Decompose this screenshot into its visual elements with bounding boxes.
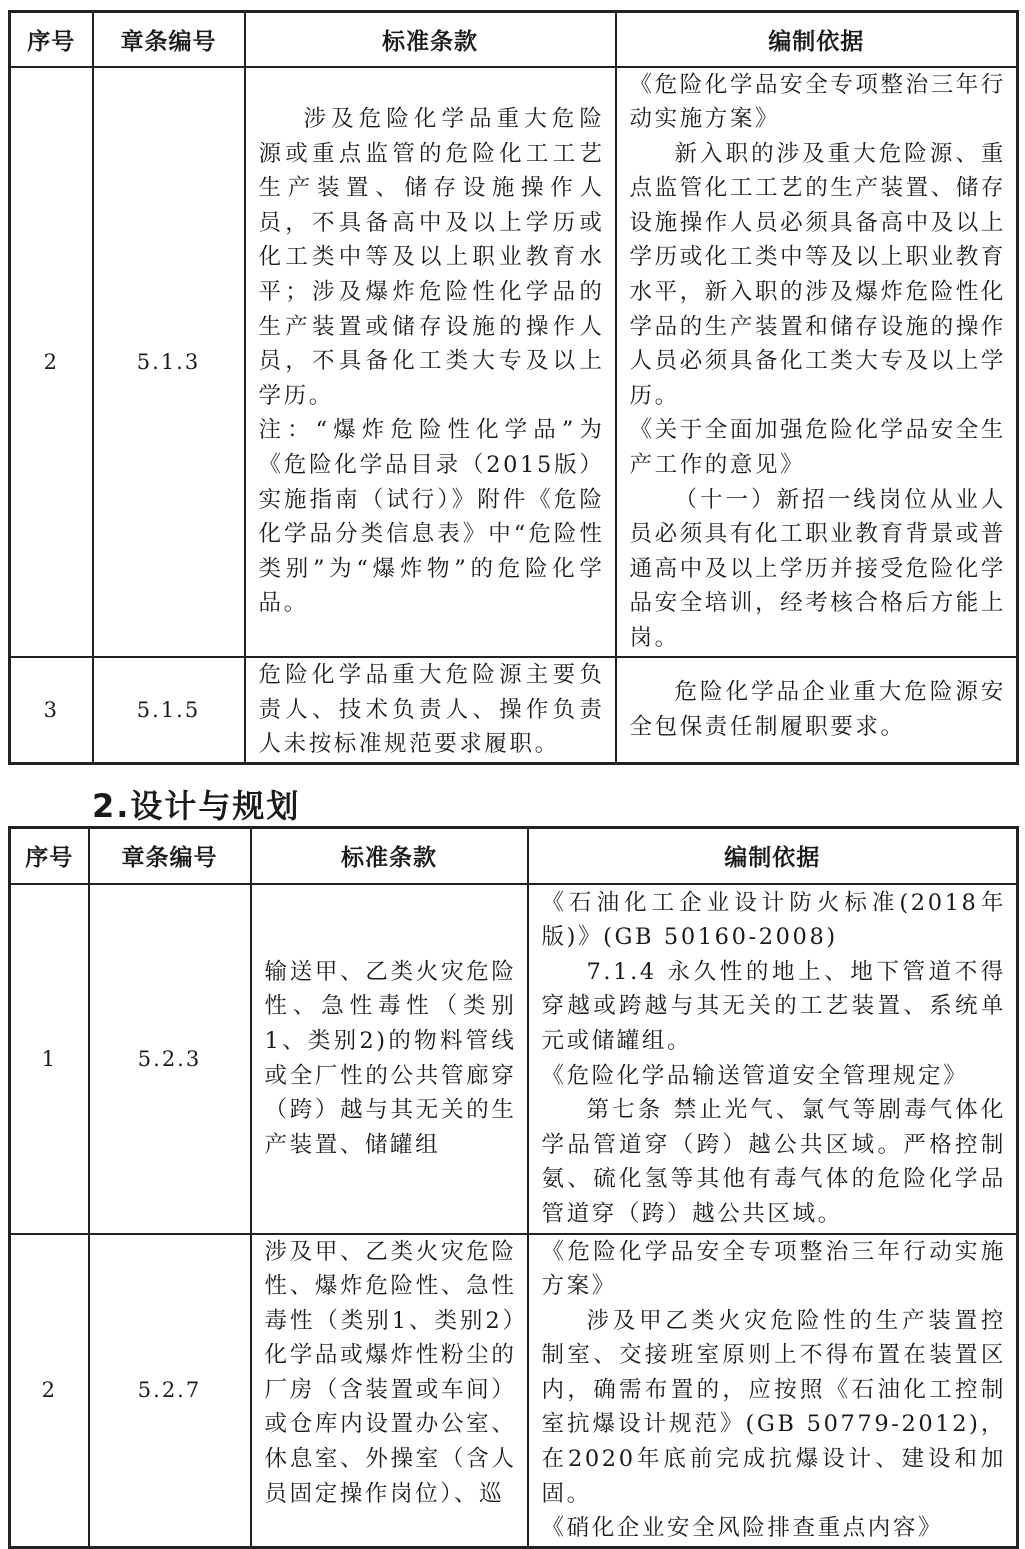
basis-text: 涉及甲乙类火灾危险性的生产装置控制室、交接班室原则上不得布置在装置区内，确需布置的，应按照《石油化工控制室抗爆设计规范》(GB 50779-2012)，在2020年底前完成抗爆设计、建设和加固。	[541, 1307, 1006, 1507]
header-serial: 序号	[10, 12, 93, 67]
clause-text: 输送甲、乙类火灾危险性、急性毒性（类别1、类别2)的物料管线或全厂性的公共管廊穿（跨）越与其无关的生产装置、储罐组	[264, 958, 517, 1158]
section-heading: 2.设计与规划	[92, 787, 301, 825]
row-clause-number: 5.2.7	[89, 1234, 251, 1548]
basis-source-title: 《关于全面加强危险化学品安全生产工作的意见》	[629, 417, 1007, 479]
table-row	[10, 884, 1018, 1234]
basis-source-title: 《硝化企业安全风险排查重点内容》	[541, 1515, 944, 1542]
header-clause-number: 章条编号	[89, 828, 251, 884]
row-basis	[528, 1234, 1018, 1548]
row-serial: 2	[10, 1234, 89, 1548]
row-serial: 1	[10, 884, 89, 1234]
clause-note: 注：“爆炸危险性化学品”为《危险化学品目录（2015版）实施指南（试行）》附件《危险化学品分类信息表》中“危险性类别”为“爆炸物”的危险化学品。	[258, 417, 605, 617]
row-serial: 3	[10, 657, 93, 764]
standards-table-1	[8, 10, 1019, 765]
basis-source-title: 《石油化工企业设计防火标准(2018年版)》(GB 50160-2008)	[541, 889, 1006, 951]
clause-text: 危险化学品重大危险源主要负责人、技术负责人、操作负责人未按标准规范要求履职。	[258, 661, 605, 758]
row-standard-clause	[251, 884, 528, 1234]
row-basis	[616, 657, 1018, 764]
row-clause-number: 5.1.5	[93, 657, 245, 764]
row-standard-clause	[245, 657, 616, 764]
basis-source-title: 《危险化学品输送管道安全管理规定》	[541, 1062, 969, 1089]
header-basis: 编制依据	[528, 828, 1018, 884]
header-standard-clause: 标准条款	[251, 828, 528, 884]
table-row	[10, 657, 1018, 764]
row-standard-clause	[251, 1234, 528, 1548]
basis-source-title: 《危险化学品安全专项整治三年行动实施方案》	[629, 71, 1007, 133]
row-clause-number: 5.2.3	[89, 884, 251, 1234]
basis-text: 新入职的涉及重大危险源、重点监管化工工艺的生产装置、储存设施操作人员必须具备高中及以上学历或化工类中等及以上职业教育水平，新入职的涉及爆炸危险性化学品的生产装置和储存设施的操作人员必须具备化工类大专及以上学历。	[629, 140, 1007, 409]
row-basis	[528, 884, 1018, 1234]
basis-text: 危险化学品企业重大危险源安全包保责任制履职要求。	[629, 679, 1006, 740]
table-row	[10, 67, 1018, 657]
header-serial: 序号	[10, 828, 89, 884]
table-row	[10, 1234, 1018, 1548]
basis-text: 第七条 禁止光气、氯气等剧毒气体化学品管道穿（跨）越公共区域。严格控制氨、硫化氢等其他有毒气体的危险化学品管道穿（跨）越公共区域。	[541, 1097, 1006, 1227]
header-clause-number: 章条编号	[93, 12, 245, 67]
table-header-row	[10, 828, 1018, 884]
standards-table-2	[8, 826, 1019, 1549]
clause-text: 涉及甲、乙类火灾危险性、爆炸危险性、急性毒性（类别1、类别2）化学品或爆炸性粉尘的厂房（含装置或车间）或仓库内设置办公室、休息室、外操室（含人员固定操作岗位）、巡	[264, 1238, 517, 1507]
basis-text: 7.1.4 永久性的地上、地下管道不得穿越或跨越与其无关的工艺装置、系统单元或储罐组。	[541, 958, 1006, 1054]
clause-text: 涉及危险化学品重大危险源或重点监管的危险化工工艺生产装置、储存设施操作人员，不具备高中及以上学历或化工类中等及以上职业教育水平；涉及爆炸危险性化学品的生产装置或储存设施的操作人员，不具备化工类大专及以上学历。	[258, 106, 605, 409]
row-clause-number: 5.1.3	[93, 67, 245, 657]
row-standard-clause	[245, 67, 616, 657]
header-basis: 编制依据	[616, 12, 1018, 67]
header-standard-clause: 标准条款	[245, 12, 616, 67]
row-basis	[616, 67, 1018, 657]
basis-text: （十一）新招一线岗位从业人员必须具有化工职业教育背景或普通高中及以上学历并接受危险化学品安全培训，经考核合格后方能上岗。	[629, 486, 1007, 651]
basis-source-title: 《危险化学品安全专项整治三年行动实施方案》	[541, 1238, 1006, 1300]
row-serial: 2	[10, 67, 93, 657]
table-header-row	[10, 12, 1018, 67]
